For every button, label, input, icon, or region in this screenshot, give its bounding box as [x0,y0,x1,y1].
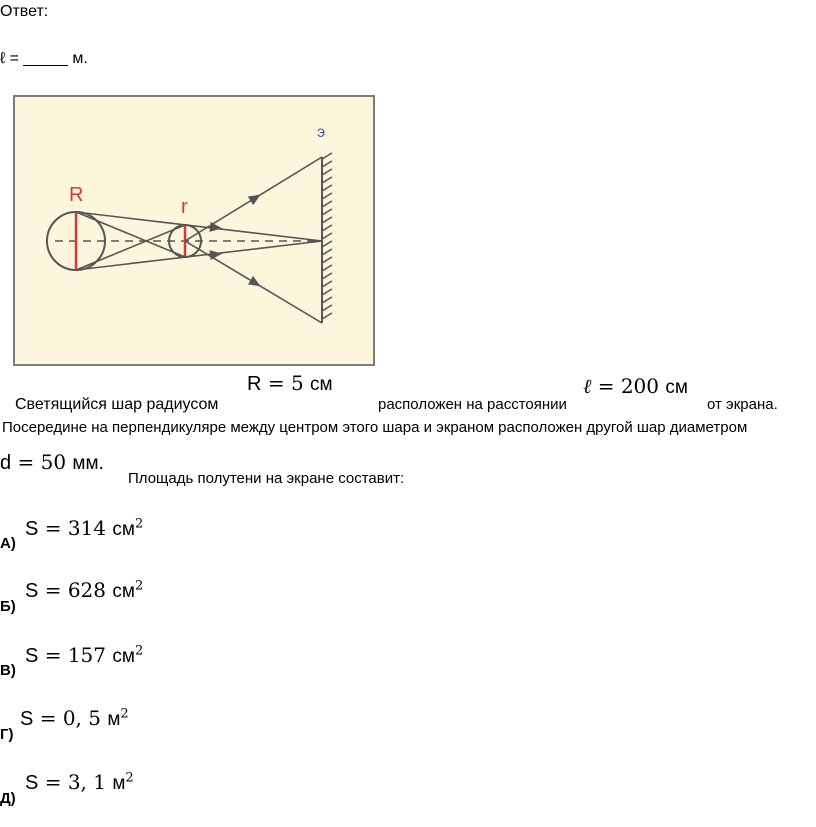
arrow-upper-inner [215,228,220,229]
option-value: 314 [67,516,107,540]
arrow-penumbra-upper [251,196,259,201]
formula-R-eq: = [267,371,285,395]
option-value: 3, 1 [67,770,106,794]
diagram-svg [15,97,373,364]
answer-formula-var: ℓ [0,50,6,67]
formula-R-unit: см [310,374,333,395]
answer-formula [0,50,88,68]
formula-d-var: d [0,452,12,474]
option-unit: м [112,773,126,794]
formula-d-value: 50 [40,450,67,474]
formula-d [0,450,104,475]
formula-R-value: 5 [290,371,304,395]
option-unit: см [112,581,135,602]
option-a-label[interactable]: А) [0,535,16,552]
option-value: 0, 5 [62,706,101,730]
label-screen: э [317,124,326,141]
option-var: S [25,772,39,794]
answer-unit: м. [72,50,88,67]
option-power: 2 [134,578,144,594]
option-b-label[interactable]: Б) [0,598,16,615]
option-d-formula[interactable] [20,706,129,731]
problem-question: Площадь полутени на экране составит: [128,470,405,487]
formula-R [247,371,333,396]
formula-R-var: R [247,373,262,395]
option-eq: = [39,706,57,730]
label-R: R [69,184,84,206]
option-var: S [20,708,34,730]
option-power: 2 [134,516,144,532]
arrow-penumbra-lower [251,281,259,286]
option-eq: = [44,643,62,667]
option-var: S [25,580,39,602]
arrow-lower-inner [215,254,220,255]
answer-label: Ответ: [0,3,49,20]
option-power: 2 [120,706,129,722]
problem-text-3: от экрана. [707,396,778,413]
problem-text-1: Светящийся шар радиусом [15,396,219,413]
option-e-formula[interactable] [25,770,134,795]
option-eq: = [44,578,62,602]
option-d-label[interactable]: Г) [0,726,14,743]
answer-formula-eq: = [9,50,19,67]
answer-blank[interactable]: _____ [23,50,68,67]
formula-l-unit: см [665,377,688,398]
formula-l-var: ℓ [583,374,592,398]
option-unit: см [112,646,135,667]
option-unit: м [107,709,121,730]
formula-l [583,374,688,399]
label-r: r [181,196,188,218]
option-value: 628 [67,578,107,602]
screen-hatching [322,153,332,319]
option-unit: см [112,519,135,540]
option-c-formula[interactable] [25,643,143,668]
option-c-label[interactable]: В) [0,662,16,679]
option-value: 157 [67,643,107,667]
option-eq: = [44,770,62,794]
option-var: S [25,645,39,667]
option-a-formula[interactable] [25,516,143,541]
problem-text-2: расположен на расстоянии [378,396,567,413]
diagram-figure [13,95,375,366]
formula-d-unit: мм. [72,453,104,474]
formula-l-eq: = [597,374,615,398]
option-power: 2 [125,770,134,786]
option-var: S [25,518,39,540]
option-b-formula[interactable] [25,578,143,603]
option-power: 2 [134,643,144,659]
option-e-label[interactable]: Д) [0,790,16,807]
formula-l-value: 200 [620,374,660,398]
option-eq: = [44,516,62,540]
problem-text-4: Посередине на перпендикуляре между центром этого шара и экраном расположен другой шар диаметром [2,419,748,436]
formula-d-eq: = [17,450,35,474]
